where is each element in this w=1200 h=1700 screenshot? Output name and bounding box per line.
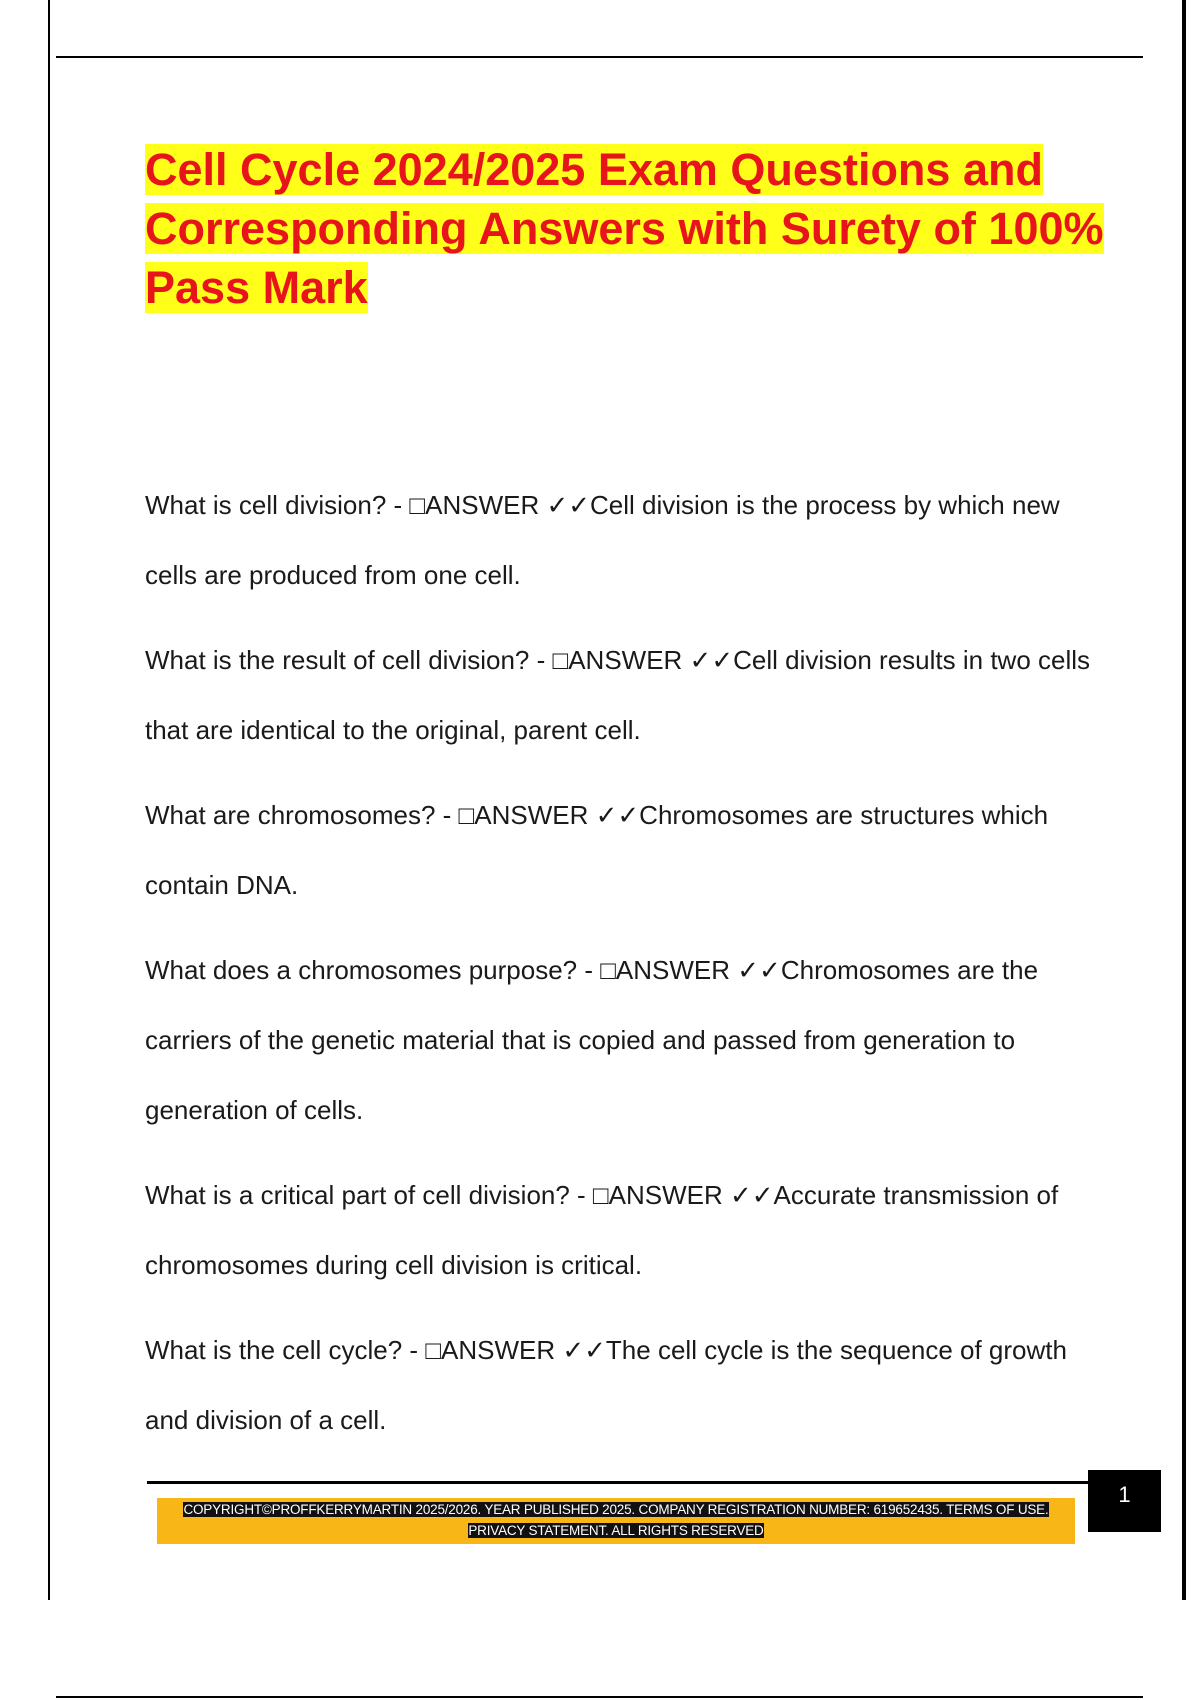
qa-item: What is the result of cell division? - □ANSWER ✓✓Cell division results in two cells that are identical to the original, parent cell. — [145, 645, 1091, 745]
qa-item: What does a chromosomes purpose? - □ANSWER ✓✓Chromosomes are the carriers of the genetic material that is copied and passed from generation to generation of cells. — [145, 955, 1039, 1125]
document-title — [145, 140, 1105, 317]
page-number-box — [1088, 1470, 1161, 1532]
page-border-right — [1182, 0, 1186, 1600]
qa-item: What is the cell cycle? - □ANSWER ✓✓The cell cycle is the sequence of growth and division of a cell. — [145, 1335, 1067, 1435]
top-rule — [56, 56, 1143, 58]
footer-copyright-text: COPYRIGHT©PROFFKERRYMARTIN 2025/2026. YEAR PUBLISHED 2025. COMPANY REGISTRATION NUMBER: 619652435. TERMS OF USE. PRIVACY STATEMENT. ALL RIGHTS RESERVED — [183, 1502, 1049, 1538]
qa-item: What is a critical part of cell division? - □ANSWER ✓✓Accurate transmission of chromosomes during cell division is critical. — [145, 1180, 1059, 1280]
document-title-text: Cell Cycle 2024/2025 Exam Questions and Corresponding Answers with Surety of 100% Pass Mark — [145, 144, 1104, 313]
qa-item: What are chromosomes? - □ANSWER ✓✓Chromosomes are structures which contain DNA. — [145, 800, 1049, 900]
bottom-rule — [56, 1696, 1143, 1698]
footer-rule — [147, 1481, 1088, 1484]
footer-copyright — [157, 1499, 1075, 1541]
qa-list — [145, 470, 1095, 1470]
page-border-left — [48, 0, 50, 1600]
qa-item: What is cell division? - □ANSWER ✓✓Cell division is the process by which new cells are produced from one cell. — [145, 490, 1060, 590]
page-number: 1 — [1118, 1482, 1131, 1507]
